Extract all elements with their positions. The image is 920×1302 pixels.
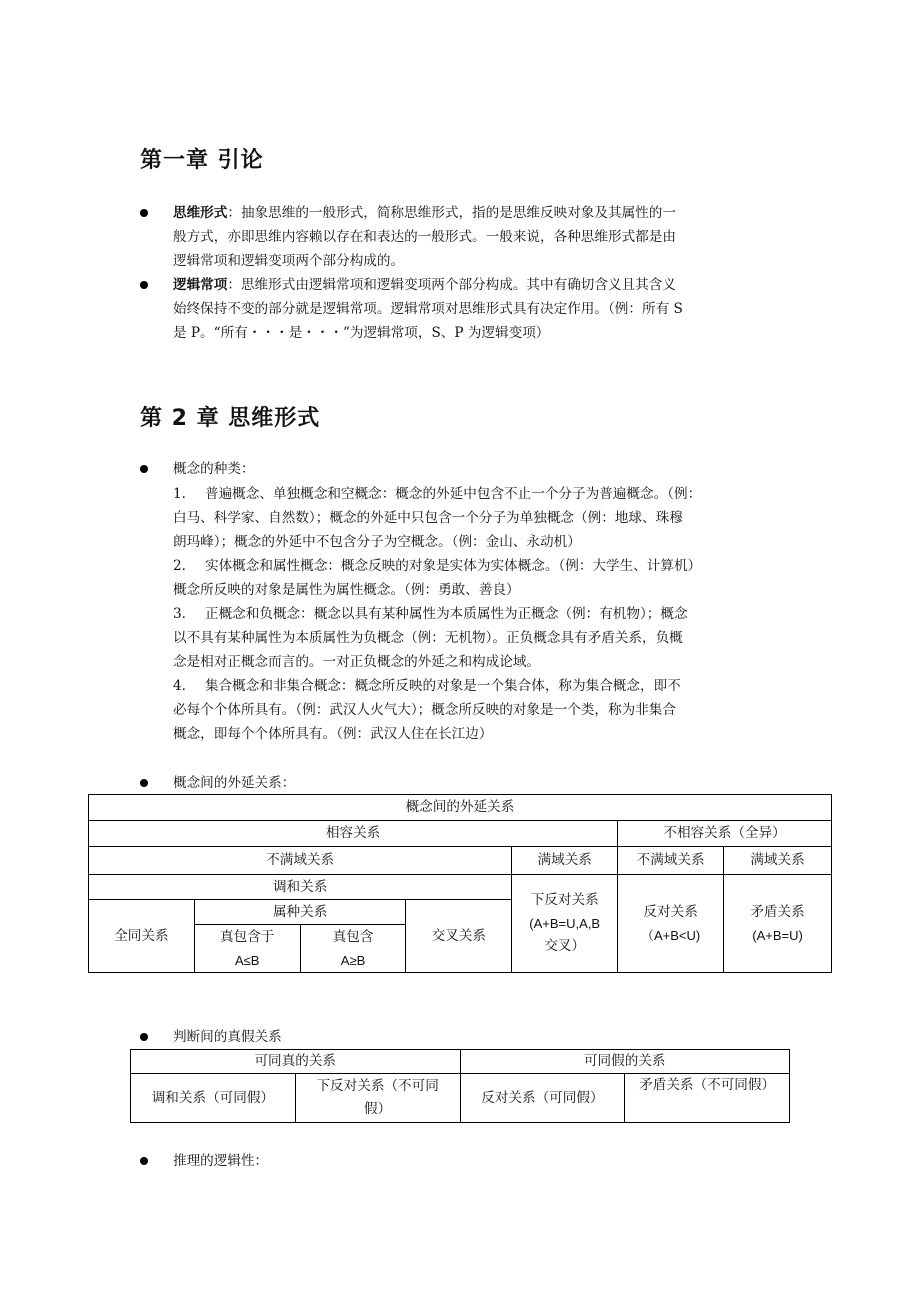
- cell-line: 真包含于: [220, 928, 275, 945]
- intersect-cell: 交叉关系: [406, 900, 512, 973]
- term-label: 逻辑常项: [173, 277, 228, 293]
- truth-cell-2: [295, 1074, 460, 1123]
- definition-line: 是 P。“所有・・・是・・・”为逻辑常项，S、P 为逻辑变项）: [173, 325, 550, 341]
- chapter-1-title: 第一章 引论: [140, 148, 264, 173]
- sub-contrary-cell: [512, 875, 618, 973]
- truth-cell-3: 反对关系（可同假）: [460, 1074, 625, 1123]
- cell-line: A≤B: [234, 952, 260, 968]
- concept-item-3: [173, 602, 793, 674]
- term-separator: ：: [227, 205, 241, 221]
- bullet-extension-relations: [140, 771, 780, 795]
- genus-species-header: 属种关系: [194, 900, 406, 925]
- bullet-thinking-form: [140, 201, 780, 273]
- bullet-dot-icon: [140, 1157, 148, 1165]
- term-separator: ：: [227, 277, 241, 293]
- item-line: 概念，即每个个体所具有。（例：武汉人住在长江边）: [173, 726, 493, 742]
- incompatible-header: 不相容关系（全异）: [618, 821, 832, 847]
- cell-line: 交叉）: [544, 938, 586, 954]
- cell-line: 下反对关系（不可同: [316, 1078, 439, 1094]
- bullet-dot-icon: [140, 1033, 148, 1041]
- can-both-true-header: 可同真的关系: [131, 1050, 461, 1074]
- definition-line: 始终保持不变的部分就是逻辑常项。逻辑常项对思维形式具有决定作用。（例：所有 S: [173, 301, 683, 317]
- bullet-inference: [140, 1149, 780, 1173]
- truth-cell-4: 矛盾关系（不可同假）: [625, 1074, 790, 1123]
- bullet-logical-constant: [140, 273, 780, 345]
- cell-line: 假）: [364, 1101, 392, 1117]
- truth-label: 判断间的真假关系: [173, 1029, 282, 1045]
- bullet-dot-icon: [140, 779, 148, 787]
- can-both-false-header: 可同假的关系: [460, 1050, 790, 1074]
- cell-line: (A+B=U,A,B: [529, 916, 601, 931]
- full-domain-header: 满域关系: [512, 847, 618, 875]
- item-line: 实体概念和属性概念：概念反映的对象是实体为实体概念。（例：大学生、计算机）: [205, 558, 702, 574]
- item-line: 念是相对正概念而言的。一对正负概念的外延之和构成论域。: [173, 654, 541, 670]
- definition-line: 般方式，亦即思维内容赖以存在和表达的一般形式。一般来说，各种思维形式都是由: [173, 229, 676, 245]
- concept-item-4: [173, 674, 793, 746]
- not-full-domain-header-2: 不满域关系: [618, 847, 724, 875]
- item-number: 3.: [173, 606, 186, 622]
- item-number: 1.: [173, 486, 186, 502]
- item-line: 普遍概念、单独概念和空概念：概念的外延中包含不止一个分子为普遍概念。（例：: [205, 486, 702, 502]
- true-contained-cell: [194, 925, 300, 973]
- item-number: 2.: [173, 558, 186, 574]
- harmonious-header: 调和关系: [89, 875, 512, 900]
- concept-item-2: [173, 554, 793, 602]
- truth-cell-1: 调和关系（可同假）: [131, 1074, 296, 1123]
- extension-relations-table: [88, 794, 832, 973]
- term-label: 思维形式: [173, 205, 228, 221]
- concept-item-1: [173, 482, 793, 554]
- cell-line: 真包含: [332, 928, 374, 945]
- true-contains-cell: [300, 925, 406, 973]
- truth-relations-table: [130, 1049, 790, 1123]
- chapter-2-title: 第 2 章 思维形式: [140, 406, 321, 431]
- definition-line: 抽象思维的一般形式，简称思维形式，指的是思维反映对象及其属性的一: [240, 205, 676, 221]
- concept-types-label: 概念的种类：: [173, 461, 255, 477]
- cell-line: 矛盾关系: [750, 903, 805, 920]
- definition-line: 逻辑常项和逻辑变项两个部分构成的。: [173, 253, 405, 269]
- item-line: 朗玛峰）；概念的外延中不包含分子为空概念。（例：金山、永动机）: [173, 534, 581, 550]
- bullet-dot-icon: [140, 465, 148, 473]
- cell-line: （A+B<U): [640, 927, 701, 943]
- item-line: 集合概念和非集合概念：概念所反映的对象是一个集合体，称为集合概念，即不: [205, 678, 681, 694]
- item-line: 以不具有某种属性为本质属性为负概念（例：无机物）。正负概念具有矛盾关系，负概: [173, 630, 683, 646]
- contrary-cell: [618, 875, 724, 973]
- item-line: 必每个个体所具有。（例：武汉人火气大）；概念所反映的对象是一个类，称为非集合: [173, 702, 676, 718]
- inference-label: 推理的逻辑性：: [173, 1153, 269, 1169]
- item-number: 4.: [173, 678, 186, 694]
- contradictory-cell: [724, 875, 832, 973]
- cell-line: 反对关系: [643, 903, 698, 920]
- bullet-dot-icon: [140, 281, 148, 289]
- cell-line: (A+B=U): [752, 927, 803, 943]
- extension-label: 概念间的外延关系：: [173, 775, 296, 791]
- table-title: 概念间的外延关系: [89, 795, 832, 821]
- item-line: 概念所反映的对象是属性为属性概念。（例：勇敢、善良）: [173, 582, 520, 598]
- bullet-concept-types: [140, 457, 780, 481]
- compatible-header: 相容关系: [89, 821, 618, 847]
- cell-line: A≥B: [340, 952, 366, 968]
- bullet-truth-relations: [140, 1025, 780, 1049]
- identity-cell: 全同关系: [89, 900, 195, 973]
- item-line: 正概念和负概念：概念以具有某种属性为本质属性为正概念（例：有机物）；概念: [205, 606, 688, 622]
- not-full-domain-header: 不满域关系: [89, 847, 512, 875]
- item-line: 白马、科学家、自然数）；概念的外延中只包含一个分子为单独概念（例：地球、珠穆: [173, 510, 683, 526]
- full-domain-header-2: 满域关系: [724, 847, 832, 875]
- definition-line: 思维形式由逻辑常项和逻辑变项两个部分构成。其中有确切含义且其含义: [240, 277, 676, 293]
- bullet-dot-icon: [140, 209, 148, 217]
- cell-line: 下反对关系: [530, 892, 599, 908]
